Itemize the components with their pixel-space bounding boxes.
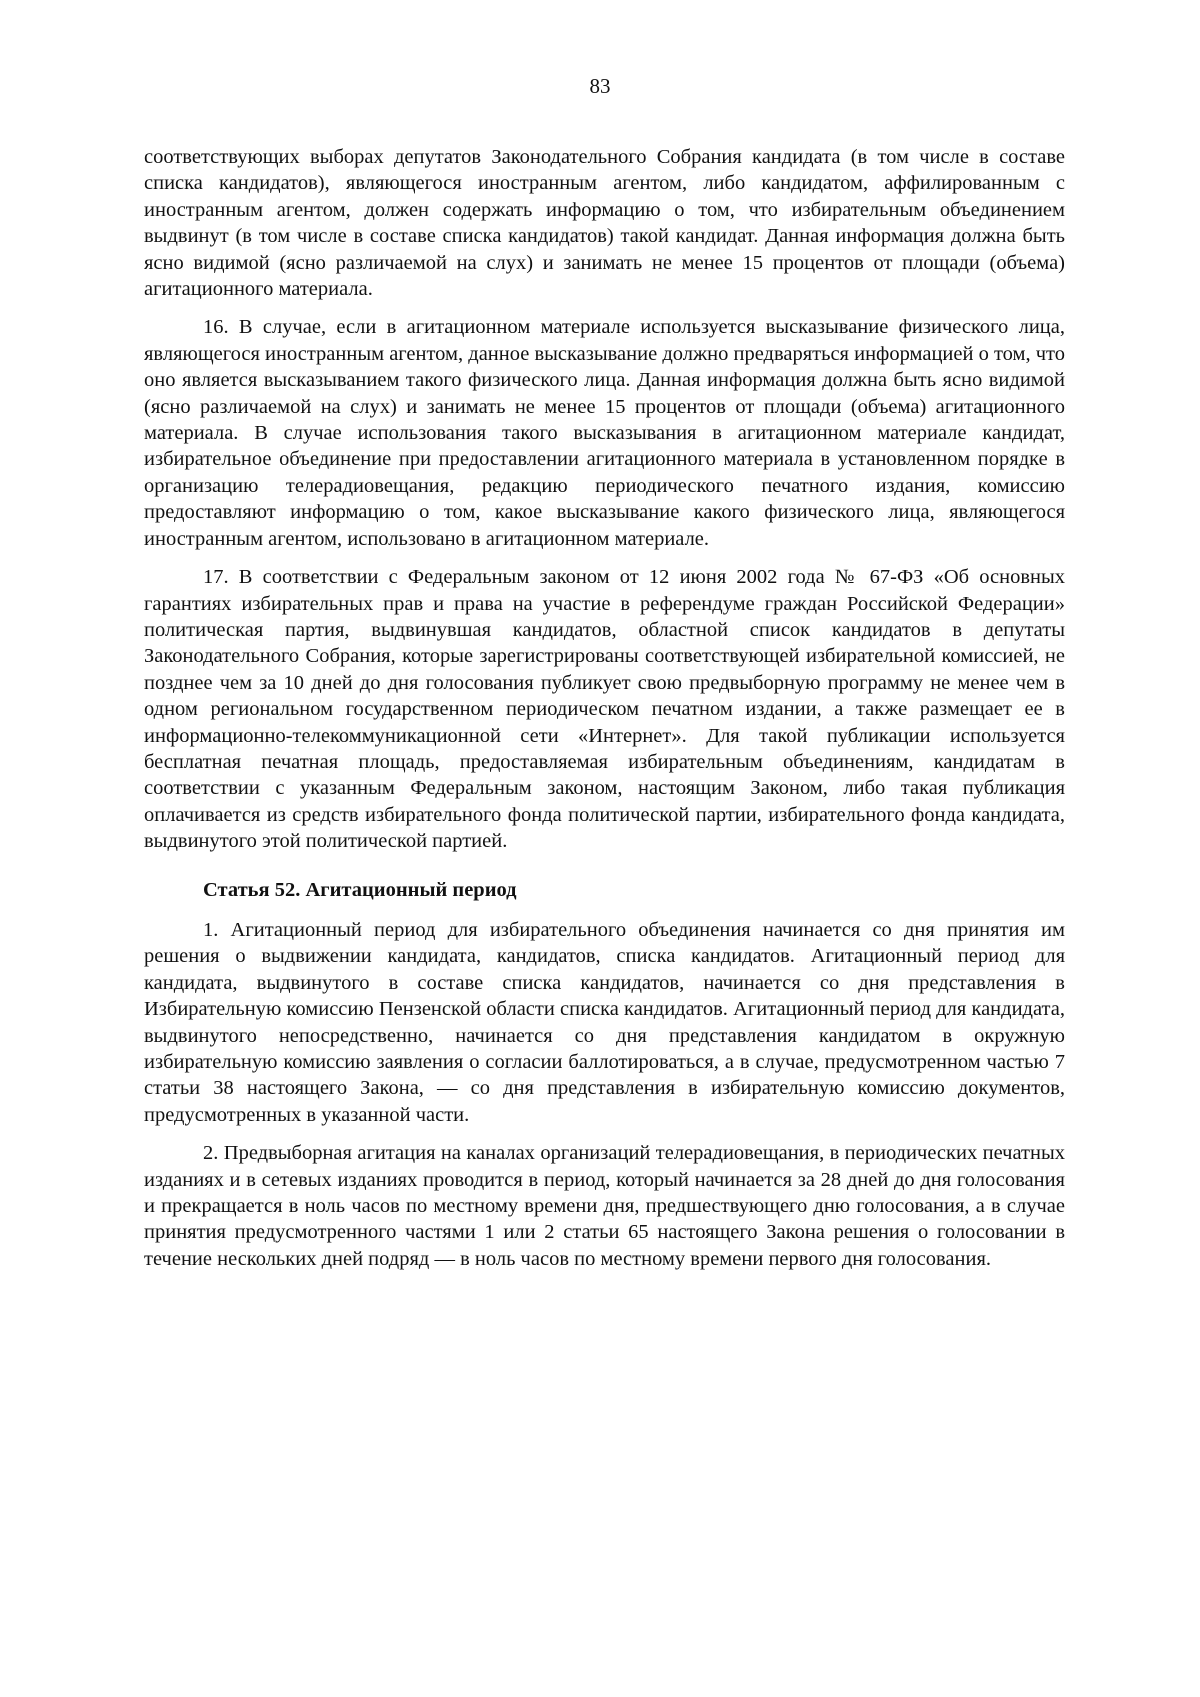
article-heading: Статья 52. Агитационный период: [203, 878, 517, 901]
article-52-paragraph-1: 1. Агитационный период для избирательного объединения начинается со дня принятия им решения о выдвижении кандидата, кандидатов, списка кандидатов. Агитационный период для кандидата, выдвинутого в составе списка кандидатов, начинается со дня представления в Избирательную комиссию Пензенской области списка кандидатов. Агитационный период для кандидата, выдвинутого непосредственно, начинается со дня представления кандидатом в окружную избирательную комиссию заявления о согласии баллотироваться, а в случае, предусмотренном частью 7 статьи 38 настоящего Закона, — со дня представления в избирательную комиссию документов, предусмотренных в указанной части.: [144, 918, 1065, 1126]
article-52-paragraph-2: 2. Предвыборная агитация на каналах организаций телерадиовещания, в периодических печатных изданиях и в сетевых изданиях проводится в период, который начинается за 28 дней до дня голосования и прекращается в ноль часов по местному времени дня, предшествующего дню голосования, а в случае принятия предусмотренного частями 1 или 2 статьи 65 настоящего Закона решения о голосовании в течение нескольких дней подряд — в ноль часов по местному времени первого дня голосования.: [144, 1142, 1065, 1270]
page-number: 83: [589, 74, 611, 98]
paragraph-17: 17. В соответствии с Федеральным законом от 12 июня 2002 года № 67-ФЗ «Об основных гарантиях избирательных прав и права на участие в референдуме граждан Российской Федерации» политическая партия, выдвинувшая кандидатов, областной список кандидатов в депутаты Законодательного Собрания, которые зарегистрированы соответствующей избирательной комиссией, не позднее чем за 10 дней до дня голосования публикует свою предвыборную программу не менее чем в одном региональном государственном периодическом печатном издании, а также размещает ее в информационно-телекоммуникационной сети «Интернет». Для такой публикации используется бесплатная печатная площадь, предоставляемая избирательным объединениям, кандидатам в соответствии с указанным Федеральным законом, настоящим Законом, либо такая публикация оплачивается из средств избирательного фонда политической партии, избирательного фонда кандидата, выдвинутого этой политической партией.: [144, 566, 1065, 853]
document-body: [144, 144, 1065, 1284]
paragraph-15-continuation: соответствующих выборах депутатов Законодательного Собрания кандидата (в том числе в составе списка кандидатов), являющегося иностранным агентом, либо кандидатом, аффилированным с иностранным агентом, должен содержать информацию о том, что избирательным объединением выдвинут (в том числе в составе списка кандидатов) такой кандидат. Данная информация должна быть ясно видимой (ясно различаемой на слух) и занимать не менее 15 процентов от площади (объема) агитационного материала.: [144, 146, 1065, 301]
paragraph-16: 16. В случае, если в агитационном материале используется высказывание физического лица, являющегося иностранным агентом, данное высказывание должно предваряться информацией о том, что оно является высказыванием такого физического лица. Данная информация должна быть ясно видимой (ясно различаемой на слух) и занимать не менее 15 процентов от площади (объема) агитационного материала. В случае использования такого высказывания в агитационном материале кандидат, избирательное объединение при предоставлении агитационного материала в установленном порядке в организацию телерадиовещания, редакцию периодического печатного издания, комиссию предоставляют информацию о том, какое высказывание какого физического лица, являющегося иностранным агентом, использовано в агитационном материале.: [144, 316, 1065, 550]
